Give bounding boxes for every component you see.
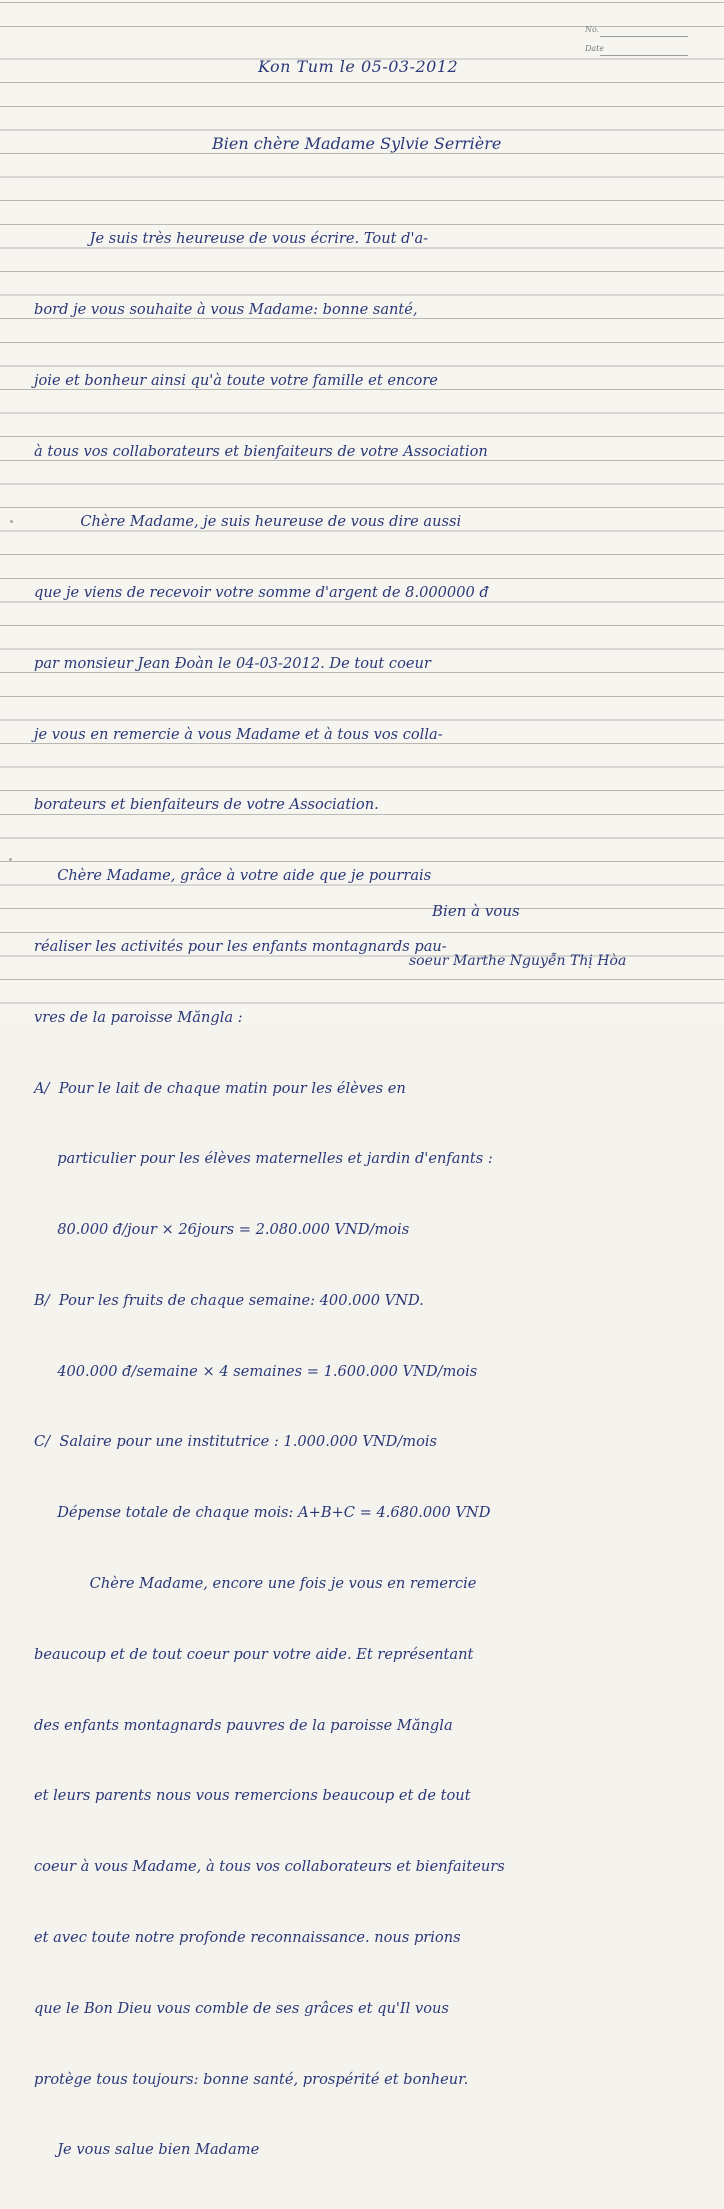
total-line: Dépense totale de chaque mois: A+B+C = 4.680.000 VND: [34, 1504, 491, 1522]
item-a-line: 80.000 đ/jour × 26jours = 2.080.000 VND/mois: [34, 1221, 410, 1239]
body-line: coeur à vous Madame, à tous vos collaborateurs et bienfaiteurs: [34, 1858, 505, 1876]
no-label: No.: [585, 25, 600, 34]
body-line: joie et bonheur ainsi qu'à toute votre famille et encore: [34, 371, 438, 389]
body-line: Je suis très heureuse de vous écrire. Tout d'a-: [34, 230, 429, 248]
no-line: [600, 36, 688, 37]
body-line: bord je vous souhaite à vous Madame: bonne santé,: [34, 300, 418, 318]
body-line: et leurs parents nous vous remercions beaucoup et de tout: [34, 1787, 471, 1805]
paper-speck: [9, 858, 12, 861]
body-line: protège tous toujours: bonne santé, prospérité et bonheur.: [34, 2070, 469, 2088]
item-a-line: particulier pour les élèves maternelles et jardin d'enfants :: [34, 1150, 493, 1168]
body-line: Je vous salue bien Madame: [34, 2141, 260, 2159]
item-a-line: A/ Pour le lait de chaque matin pour les élèves en: [34, 1079, 406, 1097]
salutation: Bien chère Madame Sylvie Serrière: [212, 134, 502, 153]
body-line: Chère Madame, je suis heureuse de vous dire aussi: [34, 513, 462, 531]
date-line-rule: [600, 55, 688, 56]
item-b-line: 400.000 đ/semaine × 4 semaines = 1.600.000 VND/mois: [34, 1362, 478, 1380]
letter-body: [34, 180, 704, 2209]
body-line: vres de la paroisse Măngla :: [34, 1008, 243, 1026]
body-line: beaucoup et de tout coeur pour votre aide. Et représentant: [34, 1645, 474, 1663]
body-line: des enfants montagnards pauvres de la paroisse Măngla: [34, 1716, 453, 1734]
item-b-line: B/ Pour les fruits de chaque semaine: 400.000 VND.: [34, 1291, 424, 1309]
date-label: Date: [585, 44, 605, 53]
body-line: borateurs et bienfaiteurs de votre Association.: [34, 796, 379, 814]
paper-speck: [10, 520, 13, 523]
body-line: réaliser les activités pour les enfants montagnards pau-: [34, 938, 447, 955]
body-line: à tous vos collaborateurs et bienfaiteurs de votre Association: [34, 442, 488, 460]
body-line: que le Bon Dieu vous comble de ses grâces et qu'Il vous: [34, 1999, 449, 2017]
closing: Bien à vous: [432, 902, 520, 920]
body-line: Chère Madame, grâce à votre aide que je pourrais: [34, 867, 432, 885]
body-line: et avec toute notre profonde reconnaissance. nous prions: [34, 1928, 461, 1946]
signature: soeur Marthe Nguyễn Thị Hòa: [409, 953, 627, 969]
body-line: que je viens de recevoir votre somme d'argent de 8.000000 đ: [34, 584, 489, 602]
body-line: je vous en remercie à vous Madame et à tous vos colla-: [34, 725, 443, 743]
body-line: par monsieur Jean Đoàn le 04-03-2012. De tout coeur: [34, 654, 431, 672]
body-line: Chère Madame, encore une fois je vous en remercie: [34, 1575, 477, 1593]
place-date: Kon Tum le 05-03-2012: [258, 57, 459, 76]
item-c-line: C/ Salaire pour une institutrice : 1.000.000 VND/mois: [34, 1433, 438, 1451]
